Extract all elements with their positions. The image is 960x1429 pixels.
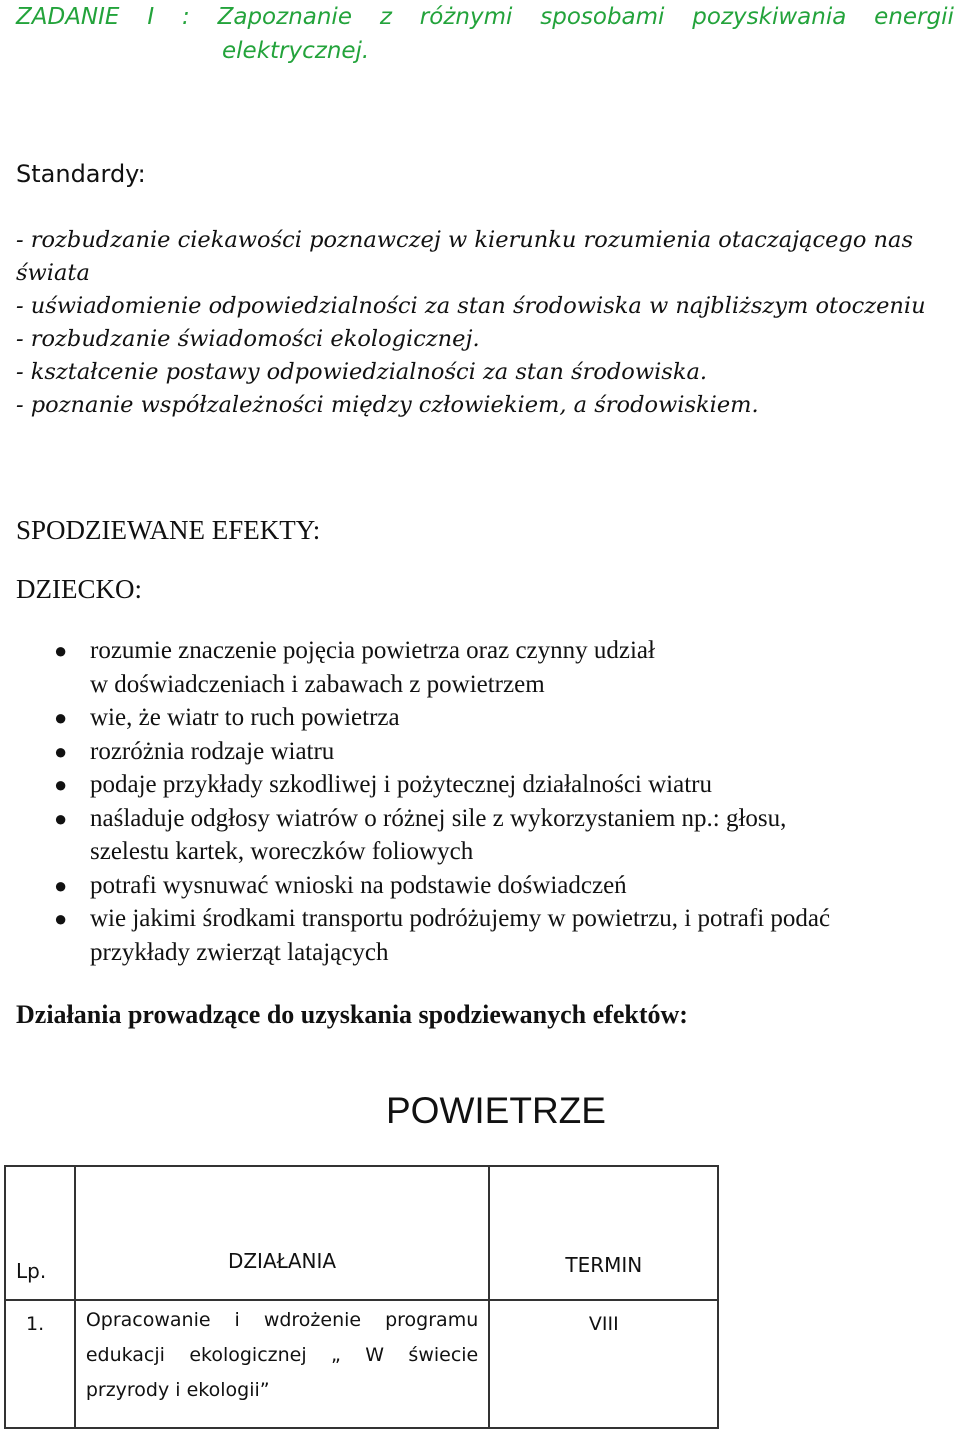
topic-title: POWIETRZE — [386, 1090, 606, 1131]
bullet-icon: ● — [54, 872, 68, 898]
bullet-icon: ● — [54, 738, 68, 764]
list-item: ● potrafi wysnuwać wnioski na podstawie doświadczeń — [50, 869, 950, 903]
standard-item: - poznanie współzależności między człowiekiem, a środowiskiem. — [16, 392, 759, 418]
effects-list — [50, 634, 950, 969]
standard-item: - uświadomienie odpowiedzialności za stan środowiska w najbliższym otoczeniu — [16, 293, 926, 319]
list-item-continuation: w doświadczeniach i zabawach z powietrzem — [90, 670, 545, 698]
list-item: ● wie, że wiatr to ruch powietrza — [50, 701, 950, 735]
standards-heading: Standardy: — [16, 160, 146, 188]
child-label: DZIECKO: — [16, 574, 142, 604]
table-header-row — [5, 1166, 959, 1300]
bullet-icon: ● — [54, 638, 68, 663]
table-row — [5, 1300, 959, 1428]
list-item: ● rozróżnia rodzaje wiatru — [50, 735, 950, 769]
standard-item: - rozbudzanie ciekawości poznawczej w kierunku rozumienia otaczającego nas świata — [16, 227, 914, 286]
column-header-actions: DZIAŁANIA — [75, 1166, 489, 1300]
list-item: ● wie jakimi środkami transportu podróżujemy w powietrzu, i potrafi podać — [50, 902, 950, 936]
list-item: ● podaje przykłady szkodliwej i pożytecznej działalności wiatru — [50, 768, 950, 802]
list-item-continuation: szelestu kartek, woreczków foliowych — [90, 838, 474, 865]
bullet-icon: ● — [54, 906, 68, 931]
cell-action: Opracowanie i wdrożenie programu edukacji ekologicznej „ W świecie przyrody i ekologii” — [75, 1300, 489, 1428]
standards-list — [16, 224, 956, 422]
task-title-line1: ZADANIE I : Zapoznanie z różnymi sposobami pozyskiwania energii — [16, 4, 954, 30]
empty-cell — [718, 1166, 959, 1300]
task-title — [16, 0, 954, 68]
cell-lp: 1. — [5, 1300, 75, 1428]
list-item-continuation: przykłady zwierząt latających — [90, 938, 389, 966]
standard-item: - rozbudzanie świadomości ekologicznej. — [16, 326, 480, 352]
bullet-icon: ● — [54, 772, 68, 797]
plan-table — [4, 1165, 960, 1429]
expected-effects-heading: SPODZIEWANE EFEKTY: — [16, 515, 321, 545]
column-header-term: TERMIN — [489, 1166, 718, 1300]
column-header-lp: Lp. — [5, 1166, 75, 1300]
standard-item: - kształcenie postawy odpowiedzialności za stan środowiska. — [16, 359, 708, 385]
list-item: ● rozumie znaczenie pojęcia powietrza oraz czynny udział — [50, 634, 950, 668]
cell-term: VIII — [489, 1300, 718, 1428]
task-title-line2: elektrycznej. — [222, 38, 370, 64]
empty-cell — [718, 1300, 959, 1428]
list-item: ● naśladuje odgłosy wiatrów o różnej sile z wykorzystaniem np.: głosu, — [50, 802, 950, 836]
bullet-icon: ● — [54, 805, 68, 831]
bullet-icon: ● — [54, 705, 68, 730]
actions-heading: Działania prowadzące do uzyskania spodziewanych efektów: — [16, 1000, 688, 1029]
